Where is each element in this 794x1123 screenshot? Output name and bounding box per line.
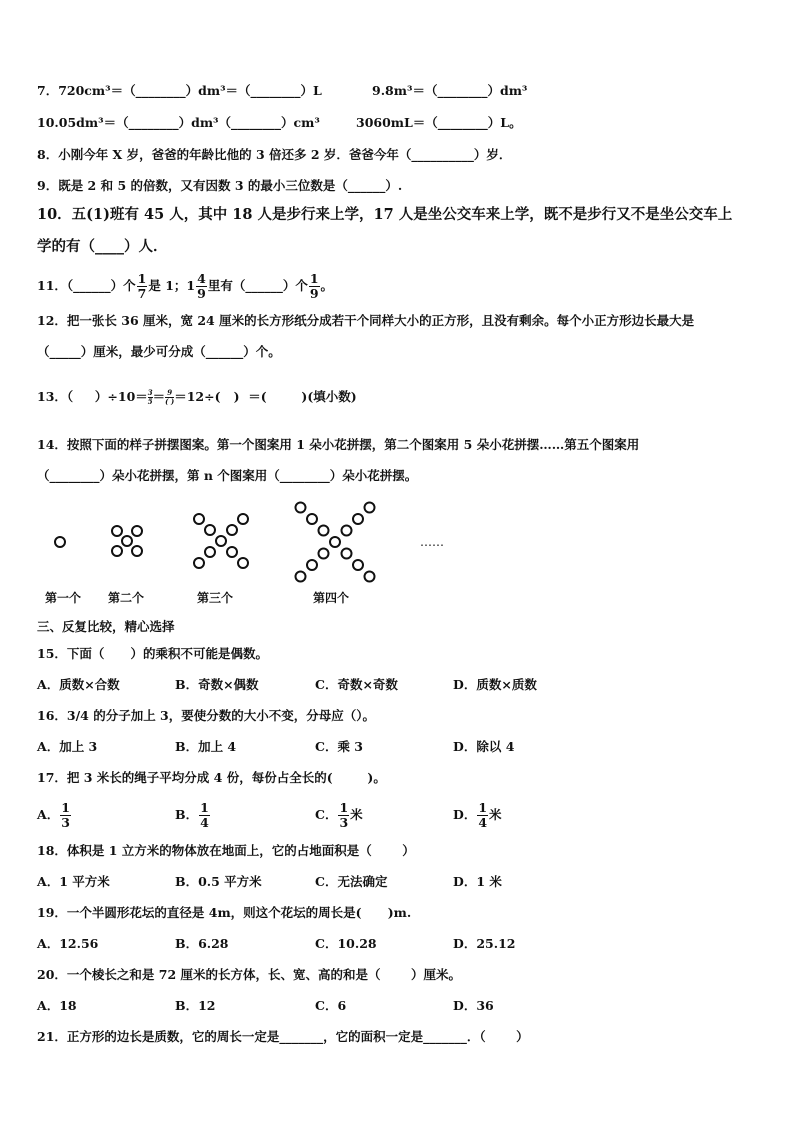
flower-circle bbox=[112, 526, 122, 536]
q7-line1-b: 9.8m³＝（________）dm³ bbox=[372, 83, 528, 98]
q10-line2: 学的有（____）人． bbox=[37, 238, 168, 255]
figure-caption-4: 第四个 bbox=[313, 591, 350, 605]
q19-stem: 19．一个半圆形花坛的直径是 4m，则这个花坛的周长是( )m. bbox=[37, 905, 412, 920]
q17-option-a: A． $\frac{1}{3}$ bbox=[37, 800, 70, 830]
q12-line1: 12．把一张长 36 厘米，宽 24 厘米的长方形纸分成若干个同样大小的正方形，且没有剩余。每个小正方形边长最大是 bbox=[37, 313, 695, 328]
flower-circle bbox=[342, 526, 352, 536]
q15-option-b: B．奇数×偶数 bbox=[175, 677, 259, 692]
q15-option-a: A．质数×合数 bbox=[37, 677, 120, 692]
q7-line2-b: 3060mL＝（________）L。 bbox=[356, 115, 522, 130]
q16-option-b: B．加上 4 bbox=[175, 739, 237, 754]
q7-line2: 10.05dm³＝（________）dm³（________）cm³ bbox=[37, 115, 320, 130]
flower-circle bbox=[227, 547, 237, 557]
q16-option-c: C．乘 3 bbox=[315, 739, 363, 754]
q20-option-d: D．36 bbox=[453, 998, 494, 1013]
flower-circle bbox=[330, 537, 340, 547]
q17-option-c: C． $\frac{1}{3}$ 米 bbox=[315, 800, 363, 830]
q10-line1: 10．五(1)班有 45 人，其中 18 人是步行来上学，17 人是坐公交车来上学，既不是步行又不是坐公交车上 bbox=[37, 206, 733, 223]
q8: 8．小刚今年 X 岁，爸爸的年龄比他的 3 倍还多 2 岁．爸爸今年（__________）岁． bbox=[37, 147, 512, 162]
q11-fraction-3: $\frac{1}{9}$ bbox=[309, 271, 319, 301]
flower-circle bbox=[319, 549, 329, 559]
flower-circle bbox=[238, 558, 248, 568]
section-3-heading: 三、反复比较，精心选择 bbox=[37, 619, 175, 634]
q17-stem: 17．把 3 米长的绳子平均分成 4 份，每份占全长的( )。 bbox=[37, 770, 386, 785]
q19-option-a: A．12.56 bbox=[37, 936, 99, 951]
flower-circle bbox=[205, 547, 215, 557]
q21: 21．正方形的边长是质数，它的周长一定是_______，它的面积一定是_______．（ ） bbox=[37, 1029, 529, 1044]
q7-line1: 7．720cm³＝（________）dm³＝（________）L bbox=[37, 83, 322, 98]
figure-caption-3: 第三个 bbox=[197, 591, 234, 605]
flower-circle bbox=[122, 536, 132, 546]
figure-ellipsis: …… bbox=[420, 535, 444, 549]
flower-circle bbox=[205, 525, 215, 535]
flower-circle bbox=[132, 546, 142, 556]
figure-caption-1: 第一个 bbox=[45, 591, 82, 605]
q16-option-a: A．加上 3 bbox=[37, 739, 98, 754]
q20-option-c: C．6 bbox=[315, 998, 347, 1013]
flower-circle bbox=[132, 526, 142, 536]
q18-option-c: C．无法确定 bbox=[315, 874, 388, 889]
q15-stem: 15．下面（ ）的乘积不可能是偶数。 bbox=[37, 646, 269, 661]
q13-fraction-2: 9 ( ) bbox=[165, 388, 175, 406]
q17-option-b: B． $\frac{1}{4}$ bbox=[175, 800, 209, 830]
flower-circle bbox=[216, 536, 226, 546]
q18-option-a: A．1 平方米 bbox=[37, 874, 110, 889]
flower-circle bbox=[365, 572, 375, 582]
flower-circle bbox=[353, 514, 363, 524]
q16-stem: 16．3/4 的分子加上 3，要使分数的大小不变，分母应（）。 bbox=[37, 708, 376, 723]
q18-option-d: D．1 米 bbox=[453, 874, 502, 889]
q15-option-d: D．质数×质数 bbox=[453, 677, 537, 692]
flower-circle bbox=[307, 514, 317, 524]
q19-option-b: B．6.28 bbox=[175, 936, 229, 951]
flower-circle bbox=[365, 503, 375, 513]
q20-option-a: A．18 bbox=[37, 998, 77, 1013]
q11-fraction-2: $\frac{4}{9}$ bbox=[197, 271, 206, 301]
flower-circle bbox=[194, 558, 204, 568]
q18-stem: 18．体积是 1 立方米的物体放在地面上，它的占地面积是（ ） bbox=[37, 843, 415, 858]
flower-circle bbox=[296, 572, 306, 582]
q20-option-b: B．12 bbox=[175, 998, 216, 1013]
q11-fraction-1: $\frac{1}{7}$ bbox=[137, 271, 147, 301]
q19-option-d: D．25.12 bbox=[453, 936, 516, 951]
q9: 9．既是 2 和 5 的倍数，又有因数 3 的最小三位数是（______）. bbox=[37, 178, 403, 193]
q13-fraction-1: $\frac{3}{5}$ bbox=[147, 388, 153, 406]
q12-line2: （_____）厘米，最少可分成（______）个。 bbox=[37, 344, 281, 359]
flower-circle bbox=[342, 549, 352, 559]
figure-caption-2: 第二个 bbox=[108, 591, 145, 605]
flower-circle bbox=[55, 537, 65, 547]
flower-circle bbox=[194, 514, 204, 524]
q13: 13．（ ）÷10＝ $\frac{3}{5}=$ 9 ( )＝12÷( ) ＝( )(填小数) bbox=[37, 388, 357, 406]
q14-line1: 14．按照下面的样子拼摆图案。第一个图案用 1 朵小花拼摆，第二个图案用 5 朵小花拼摆……第五个图案用 bbox=[37, 437, 640, 452]
flower-circle bbox=[307, 560, 317, 570]
q15-option-c: C．奇数×奇数 bbox=[315, 677, 398, 692]
flower-circle bbox=[238, 514, 248, 524]
q18-option-b: B．0.5 平方米 bbox=[175, 874, 262, 889]
flower-circle bbox=[112, 546, 122, 556]
flower-circle bbox=[227, 525, 237, 535]
flower-circle bbox=[353, 560, 363, 570]
q14-line2: （________）朵小花拼摆，第 n 个图案用（________）朵小花拼摆。 bbox=[37, 468, 418, 483]
q11: 11．（______）个 $\frac{1}{7}$ 是 1；1 $\frac{4}{9}$ 里有（______）个 $\frac{1}{9}$ 。 bbox=[37, 271, 334, 301]
q19-option-c: C．10.28 bbox=[315, 936, 377, 951]
flower-circle bbox=[296, 503, 306, 513]
q17-option-d: D． $\frac{1}{4}$ 米 bbox=[453, 800, 502, 830]
q20-stem: 20．一个棱长之和是 72 厘米的长方体，长、宽、高的和是（ ）厘米。 bbox=[37, 967, 461, 982]
q16-option-d: D．除以 4 bbox=[453, 739, 515, 754]
flower-circle bbox=[319, 526, 329, 536]
